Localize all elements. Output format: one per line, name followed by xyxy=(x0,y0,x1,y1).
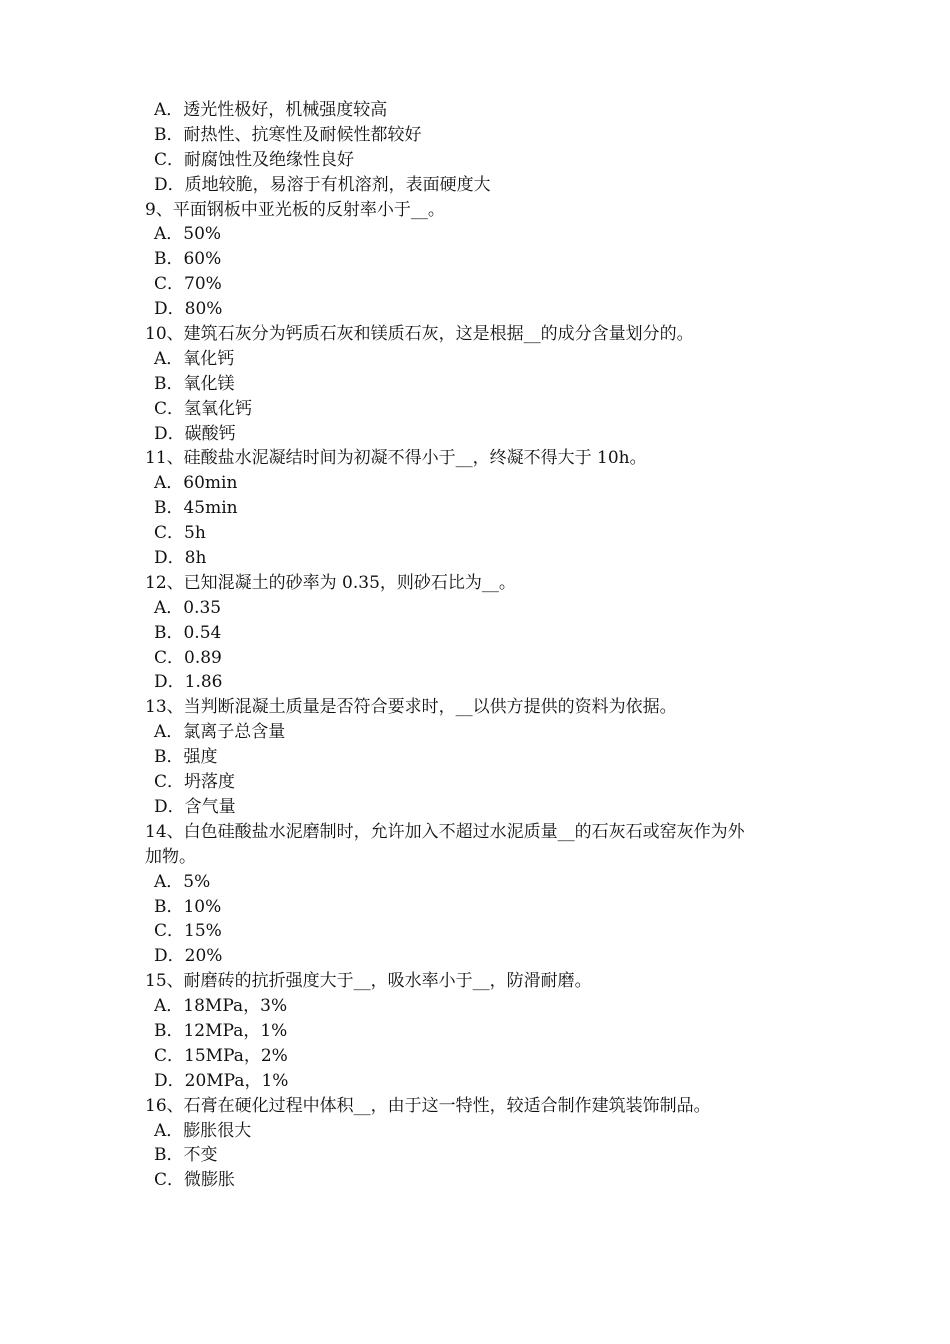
question-text: 16、石膏在硬化过程中体积__，由于这一特性，较适合制作建筑装饰制品。 xyxy=(145,1095,711,1116)
answer-option: B．氧化镁 xyxy=(154,373,235,394)
answer-option: D．80% xyxy=(154,299,223,320)
answer-option: D．20MPa，1% xyxy=(154,1070,289,1091)
question-text: 13、当判断混凝土质量是否符合要求时，__以供方提供的资料为依据。 xyxy=(145,697,677,718)
answer-option: B．不变 xyxy=(154,1145,218,1166)
question-text: 12、已知混凝土的砂率为 0.35，则砂石比为__。 xyxy=(145,572,516,593)
question-text: 加物。 xyxy=(145,846,196,867)
answer-option: C．氢氧化钙 xyxy=(154,398,253,419)
answer-option: C．耐腐蚀性及绝缘性良好 xyxy=(154,149,355,170)
answer-option: B．强度 xyxy=(154,747,218,768)
answer-option: B．12MPa，1% xyxy=(154,1020,288,1041)
answer-option: C．微膨胀 xyxy=(154,1170,236,1191)
answer-option: A．氯离子总含量 xyxy=(154,722,286,743)
answer-option: A．50% xyxy=(154,224,222,245)
answer-option: C．坍落度 xyxy=(154,772,236,793)
answer-option: D．1.86 xyxy=(154,672,223,693)
question-text: 14、白色硅酸盐水泥磨制时，允许加入不超过水泥质量__的石灰石或窑灰作为外 xyxy=(145,821,745,842)
answer-option: B．0.54 xyxy=(154,622,222,643)
answer-option: A．5% xyxy=(154,871,211,892)
answer-option: C．70% xyxy=(154,274,222,295)
answer-option: A．60min xyxy=(154,473,238,494)
answer-option: D．碳酸钙 xyxy=(154,423,236,444)
answer-option: B．10% xyxy=(154,896,222,917)
question-text: 10、建筑石灰分为钙质石灰和镁质石灰，这是根据__的成分含量划分的。 xyxy=(145,324,694,345)
answer-option: C．5h xyxy=(154,523,206,544)
answer-option: A．18MPa，3% xyxy=(154,996,288,1017)
document-page xyxy=(145,98,825,1193)
answer-option: A．0.35 xyxy=(154,597,222,618)
answer-option: B．60% xyxy=(154,249,222,270)
answer-option: B．45min xyxy=(154,498,238,519)
answer-option: D．质地较脆，易溶于有机溶剂，表面硬度大 xyxy=(154,174,491,195)
answer-option: B．耐热性、抗寒性及耐候性都较好 xyxy=(154,124,422,145)
answer-option: D．20% xyxy=(154,946,223,967)
answer-option: D．含气量 xyxy=(154,796,236,817)
answer-option: C．15MPa，2% xyxy=(154,1045,288,1066)
question-text: 11、硅酸盐水泥凝结时间为初凝不得小于__，终凝不得大于 10h。 xyxy=(145,448,647,469)
answer-option: A．透光性极好，机械强度较高 xyxy=(154,100,388,120)
question-text: 15、耐磨砖的抗折强度大于__，吸水率小于__，防滑耐磨。 xyxy=(145,971,592,992)
question-text: 9、平面钢板中亚光板的反射率小于__。 xyxy=(145,199,445,220)
answer-option: D．8h xyxy=(154,548,207,569)
answer-option: C．0.89 xyxy=(154,647,222,668)
answer-option: C．15% xyxy=(154,921,222,942)
answer-option: A．膨胀很大 xyxy=(154,1120,252,1141)
answer-option: A．氧化钙 xyxy=(154,348,235,369)
